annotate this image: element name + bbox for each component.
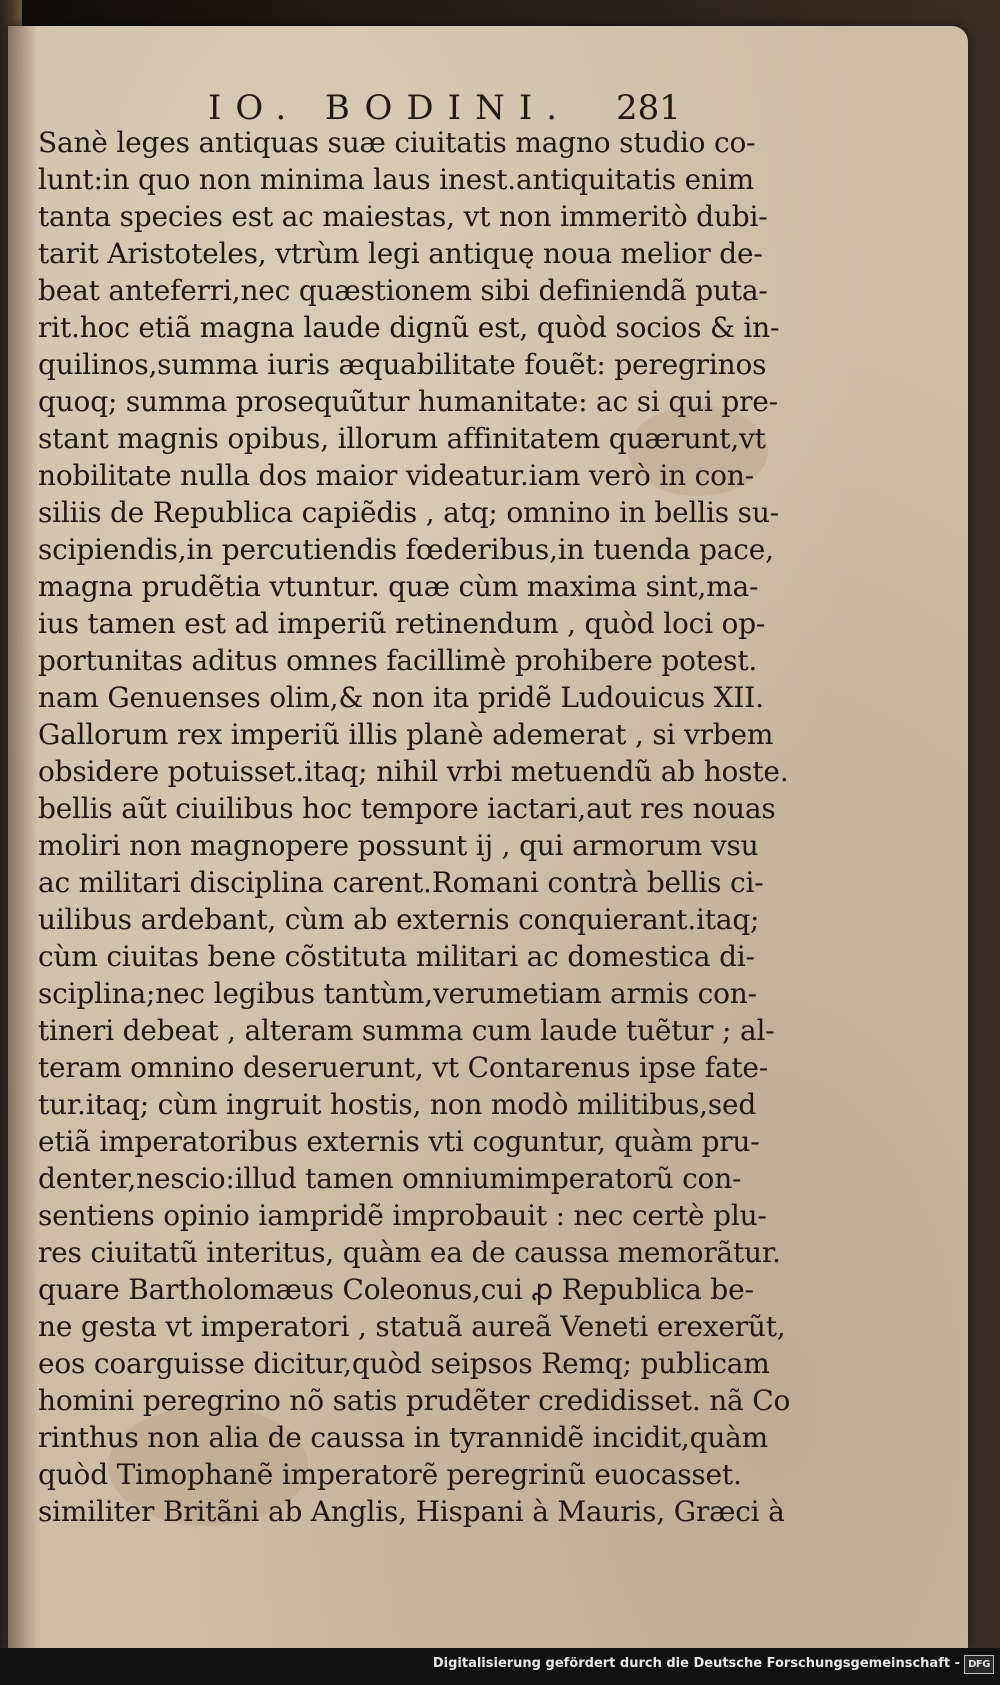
text-line: teram omnino deseruerunt, vt Contarenus ipse fate-	[38, 1051, 769, 1084]
text-line: moliri non magnopere possunt ij , qui armorum vsu	[38, 829, 759, 862]
text-line: tanta species est ac maiestas, vt non immeritò dubi-	[38, 200, 768, 233]
text-line: quoq; summa prosequũtur humanitate: ac si qui pre-	[38, 385, 778, 418]
text-line: quòd Timophanẽ imperatorẽ peregrinũ euocasset.	[38, 1458, 742, 1491]
text-line: similiter Britãni ab Anglis, Hispani à Mauris, Græci à	[38, 1495, 785, 1528]
book-page	[8, 26, 968, 1648]
text-line: ne gesta vt imperatori , statuã aureã Veneti erexerũt,	[38, 1310, 786, 1343]
dfg-logo-icon: DFG	[964, 1655, 994, 1674]
text-line: tineri debeat , alteram summa cum laude tuẽtur ; al-	[38, 1014, 775, 1047]
text-line: obsidere potuisset.itaq; nihil vrbi metuendũ ab hoste.	[38, 755, 789, 788]
text-line: cùm ciuitas bene cõstituta militari ac domestica di-	[38, 940, 755, 973]
text-line: Gallorum rex imperiũ illis planè ademerat , si vrbem	[38, 718, 774, 751]
text-line: etiã imperatoribus externis vti coguntur, quàm pru-	[38, 1125, 760, 1158]
text-line: sciplina;nec legibus tantùm,verumetiam armis con-	[38, 977, 757, 1010]
text-line: quare Bartholomæus Coleonus,cui ꝓ Republica be-	[38, 1273, 754, 1306]
text-line: rinthus non alia de caussa in tyrannidẽ incidit,quàm	[38, 1421, 769, 1454]
text-line: magna prudẽtia vtuntur. quæ cùm maxima sint,ma-	[38, 570, 759, 603]
text-line: homini peregrino nõ satis prudẽter credidisset. nã Co	[38, 1384, 791, 1417]
text-line: tur.itaq; cùm ingruit hostis, non modò militibus,sed	[38, 1088, 757, 1121]
text-line: denter,nescio:illud tamen omniumimperatorũ con-	[38, 1162, 742, 1195]
text-line: stant magnis opibus, illorum affinitatem quærunt,vt	[38, 422, 766, 455]
text-line: uilibus ardebant, cùm ab externis conquierant.itaq;	[38, 903, 760, 936]
body-text	[38, 124, 791, 1530]
text-line: nam Genuenses olim,& non ita pridẽ Ludouicus XII.	[38, 681, 764, 714]
text-line: scipiendis,in percutiendis fœderibus,in tuenda pace,	[38, 533, 774, 566]
text-line: lunt:in quo non minima laus inest.antiquitatis enim	[38, 163, 754, 196]
text-line: ac militari disciplina carent.Romani contrà bellis ci-	[38, 866, 764, 899]
text-line: portunitas aditus omnes facillimè prohibere potest.	[38, 644, 758, 677]
page-number: 281	[616, 88, 681, 128]
funding-credit: Digitalisierung gefördert durch die Deutsche Forschungsgemeinschaft -	[432, 1656, 960, 1671]
text-line: Sanè leges antiquas suæ ciuitatis magno studio co-	[38, 126, 756, 159]
text-line: rit.hoc etiã magna laude dignũ est, quòd socios & in-	[38, 311, 780, 344]
text-line: quilinos,summa iuris æquabilitate fouẽt: peregrinos	[38, 348, 767, 381]
text-line: bellis aũt ciuilibus hoc tempore iactari,aut res nouas	[38, 792, 776, 825]
text-line: nobilitate nulla dos maior videatur.iam verò in con-	[38, 459, 754, 492]
text-line: res ciuitatũ interitus, quàm ea de caussa memorãtur.	[38, 1236, 781, 1269]
text-line: ius tamen est ad imperiũ retinendum , quòd loci op-	[38, 607, 766, 640]
text-line: siliis de Republica capiẽdis , atq; omnino in bellis su-	[38, 496, 779, 529]
text-line: beat anteferri,nec quæstionem sibi definiendã puta-	[38, 274, 768, 307]
running-head: IO. BODINI.	[208, 88, 572, 128]
text-line: eos coarguisse dicitur,quòd seipsos Remq; publicam	[38, 1347, 770, 1380]
footer-bar	[0, 1648, 1000, 1685]
text-line: sentiens opinio iampridẽ improbauit : nec certè plu-	[38, 1199, 767, 1232]
text-line: tarit Aristoteles, vtrùm legi antiquę noua melior de-	[38, 237, 763, 270]
